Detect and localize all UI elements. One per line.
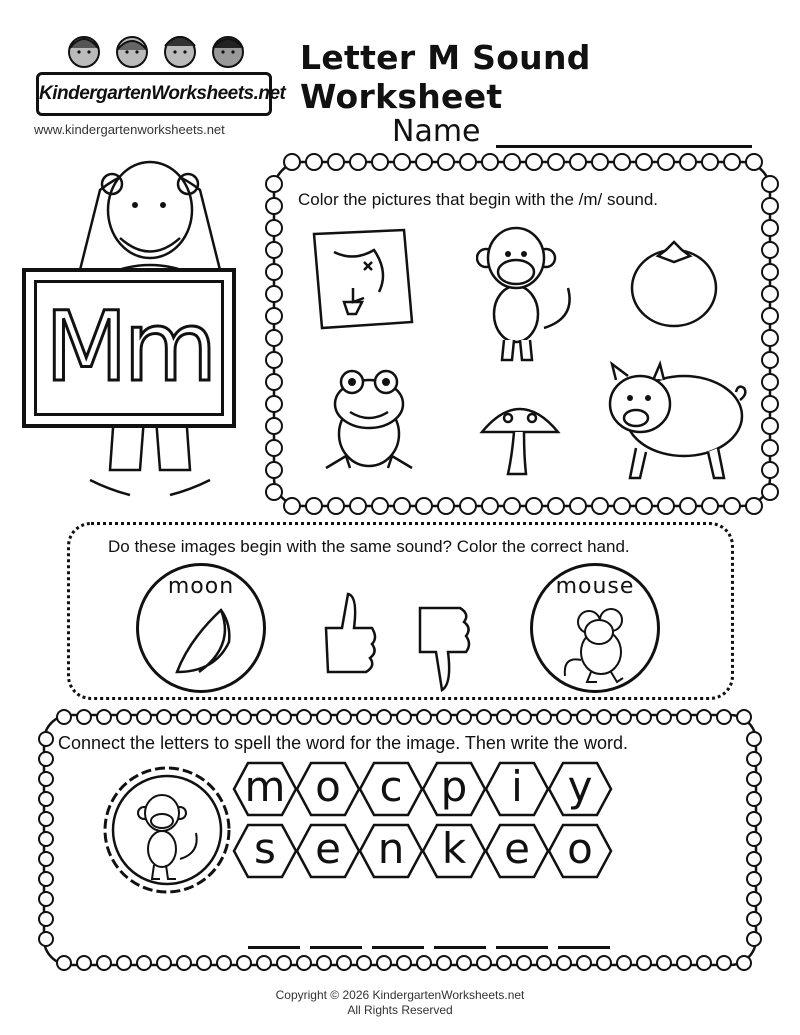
letter-hex[interactable] — [421, 760, 487, 818]
mushroom-picture[interactable] — [478, 396, 562, 478]
letter-hex[interactable] — [484, 822, 550, 880]
letter-hex-label: c — [379, 762, 403, 811]
site-url: www.kindergartenworksheets.net — [34, 122, 225, 137]
letter-hex-label: o — [315, 762, 341, 811]
letter-hex[interactable] — [232, 822, 298, 880]
mushroom-icon — [478, 396, 562, 478]
letter-hex[interactable] — [358, 822, 424, 880]
monkey-icon — [476, 218, 580, 364]
pig-icon — [600, 360, 750, 484]
letter-row-1 — [232, 760, 610, 818]
name-write-line[interactable] — [496, 145, 752, 148]
copyright-text: Copyright © 2026 KindergartenWorksheets.net — [275, 988, 525, 1002]
letter-hex[interactable] — [295, 760, 361, 818]
letter-hex-label: s — [254, 824, 276, 873]
footer — [0, 988, 800, 1018]
answer-blank[interactable] — [558, 946, 610, 949]
tomato-picture[interactable] — [628, 236, 720, 328]
section3-instruction: Connect the letters to spell the word for the image. Then write the word. — [58, 733, 628, 753]
word-moon: moon — [167, 574, 235, 599]
thumbs-down-button[interactable] — [412, 600, 474, 696]
letter-hex[interactable] — [358, 760, 424, 818]
letter-hex-label: n — [377, 824, 405, 873]
section1-instruction: Color the pictures that begin with the /m/ sound. — [298, 190, 659, 209]
answer-blank[interactable] — [496, 946, 548, 949]
site-logo — [32, 28, 286, 123]
letter-hex-label: y — [567, 762, 593, 811]
answer-blank[interactable] — [434, 946, 486, 949]
answer-blank[interactable] — [372, 946, 424, 949]
logo-text: KindergartenWorksheets.net — [36, 72, 272, 116]
letter-hex-label: m — [244, 762, 286, 811]
letter-hex[interactable] — [295, 822, 361, 880]
pig-picture[interactable] — [600, 360, 750, 484]
thumbs-up-button[interactable] — [318, 588, 380, 684]
word-mouse: mouse — [555, 574, 635, 599]
letter-hex[interactable] — [547, 822, 613, 880]
letter-card — [22, 268, 236, 428]
letter-hex[interactable] — [484, 760, 550, 818]
frog-picture[interactable] — [316, 364, 422, 476]
moon-icon — [169, 606, 239, 682]
moon-circle — [136, 563, 266, 693]
kids-faces-icon — [54, 28, 254, 74]
monkey-badge-icon — [100, 763, 234, 897]
letter-hex[interactable] — [547, 760, 613, 818]
monkey-badge — [100, 763, 234, 897]
mouse-circle — [530, 563, 660, 693]
letter-hex-label: p — [440, 762, 468, 811]
letter-hex[interactable] — [421, 822, 487, 880]
answer-blank[interactable] — [310, 946, 362, 949]
page-title: Letter M Sound Worksheet — [300, 38, 591, 116]
treasure-map-icon — [304, 222, 420, 334]
frog-icon — [316, 364, 422, 476]
letter-hex-label: o — [567, 824, 593, 873]
letter-hex-label: e — [315, 824, 341, 873]
map-picture[interactable] — [304, 222, 420, 334]
thumbs-up-icon — [318, 588, 380, 684]
tomato-icon — [628, 236, 720, 328]
name-label: Name — [392, 114, 481, 149]
letter-row-2 — [232, 822, 610, 880]
section2-instruction: Do these images begin with the same sound? Color the correct hand. — [108, 537, 630, 556]
letter-hex-label: i — [511, 762, 523, 811]
monkey-picture[interactable] — [476, 218, 580, 364]
thumbs-down-icon — [412, 600, 474, 696]
answer-blank[interactable] — [248, 946, 300, 949]
letter-hex-label: k — [441, 824, 467, 873]
letter-hex-label: e — [504, 824, 530, 873]
mouse-icon — [557, 606, 637, 686]
letter-card-text: Mm — [44, 291, 214, 403]
letter-hex[interactable] — [232, 760, 298, 818]
rights-text: All Rights Reserved — [347, 1003, 453, 1017]
girl-illustration — [30, 150, 270, 520]
